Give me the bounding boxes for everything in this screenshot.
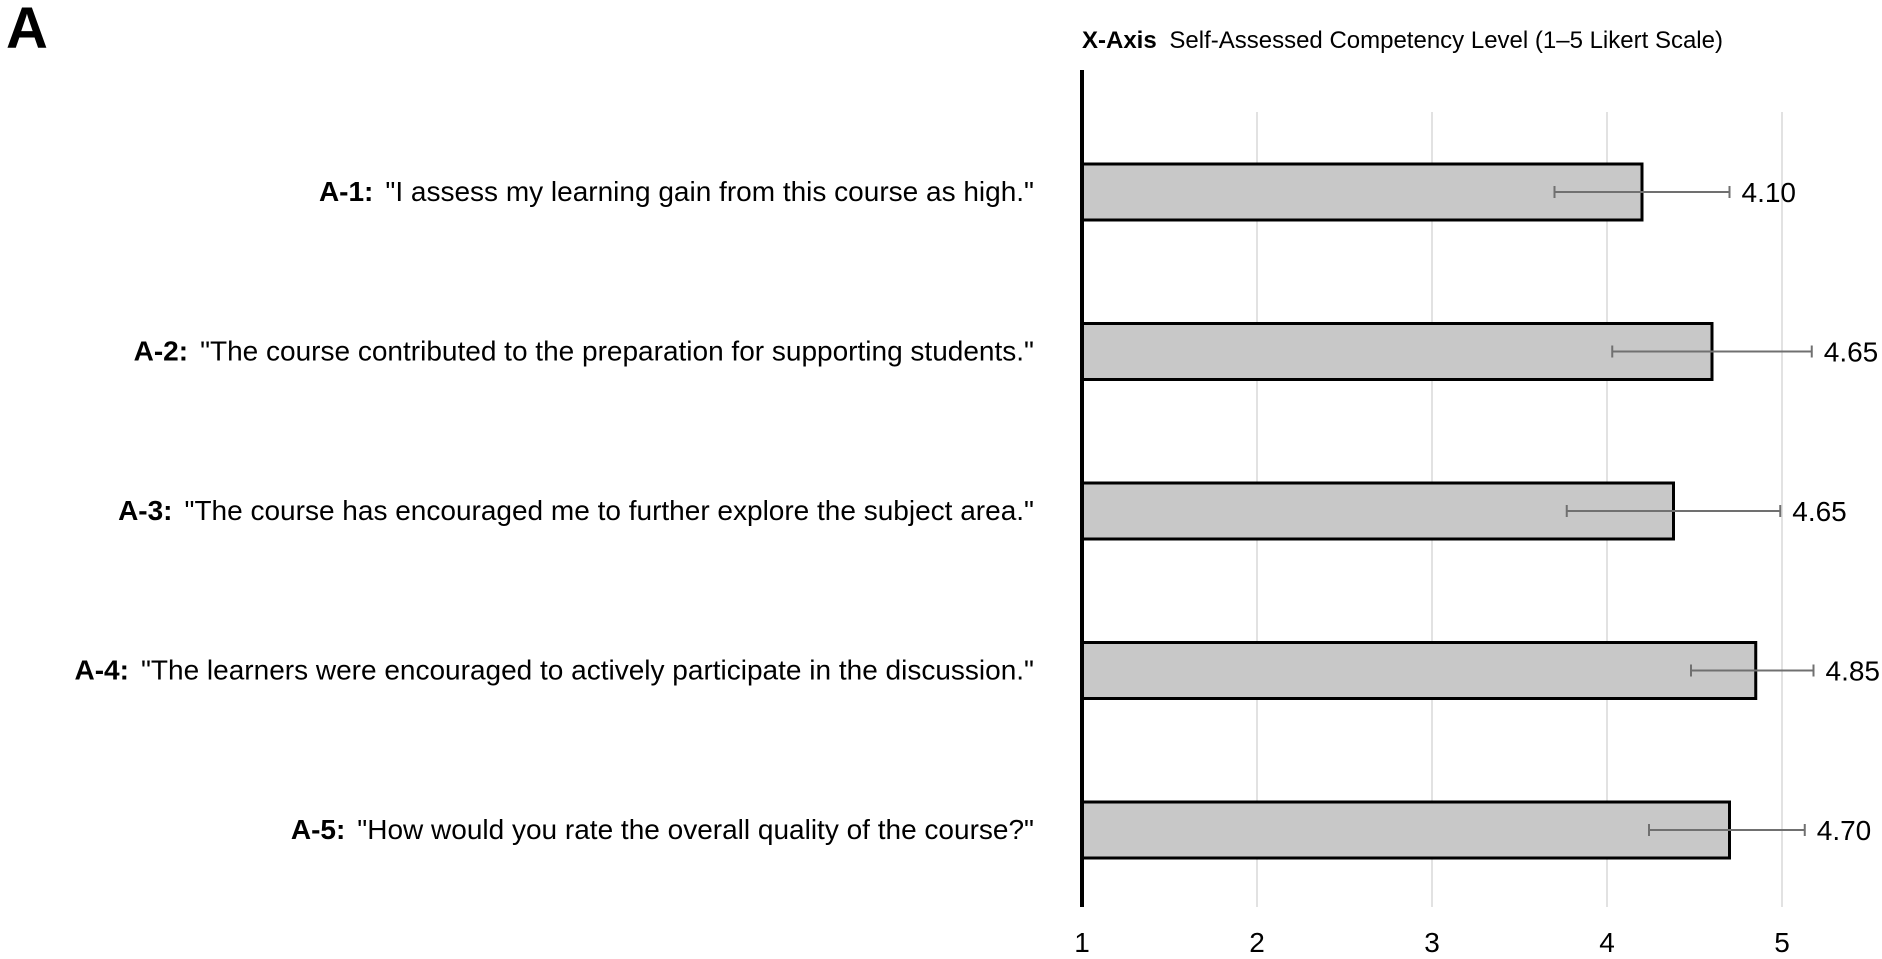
category-id: A-2: bbox=[133, 335, 189, 367]
data-label-3: 4.65 bbox=[1792, 496, 1847, 527]
category-id: A-1: bbox=[318, 176, 374, 207]
data-label-5: 4.70 bbox=[1816, 815, 1872, 846]
data-label-1: 4.10 bbox=[1741, 177, 1796, 208]
x-axis-title bbox=[1082, 27, 1723, 54]
data-label-4: 4.85 bbox=[1825, 655, 1880, 687]
error-bar-layer bbox=[1555, 186, 1814, 836]
x-axis-title-text: Self-Assessed Competency Level (1–5 Likert Scale) bbox=[1169, 27, 1723, 54]
category-text: "The learners were encouraged to actively participate in the discussion." bbox=[140, 654, 1034, 686]
bar-4 bbox=[1082, 643, 1756, 699]
category-text: "How would you rate the overall quality of the course?" bbox=[357, 814, 1034, 845]
category-label-3 bbox=[118, 495, 1034, 526]
x-tick-label-1: 1 bbox=[1074, 927, 1090, 958]
x-tick-label-5: 5 bbox=[1774, 927, 1790, 958]
category-label-2 bbox=[134, 336, 1034, 367]
x-tick-label-3: 3 bbox=[1424, 927, 1440, 958]
category-id: A-3: bbox=[118, 495, 173, 526]
category-id: A-4: bbox=[74, 654, 129, 686]
x-axis-title-prefix: X-Axis bbox=[1082, 27, 1157, 54]
category-text: "The course has encouraged me to further explore the subject area." bbox=[184, 495, 1034, 526]
bar-5 bbox=[1082, 802, 1730, 858]
panel-letter: A bbox=[6, 0, 48, 61]
category-label-5 bbox=[291, 814, 1034, 845]
category-id: A-5: bbox=[290, 814, 346, 845]
category-text: "I assess my learning gain from this course as high." bbox=[385, 176, 1034, 207]
category-label-1 bbox=[319, 176, 1034, 207]
x-tick-label-4: 4 bbox=[1599, 927, 1615, 958]
category-label-4 bbox=[75, 655, 1034, 686]
x-tick-label-2: 2 bbox=[1249, 927, 1265, 958]
category-text: "The course contributed to the preparation for supporting students." bbox=[200, 335, 1034, 367]
data-label-2: 4.65 bbox=[1823, 336, 1879, 368]
